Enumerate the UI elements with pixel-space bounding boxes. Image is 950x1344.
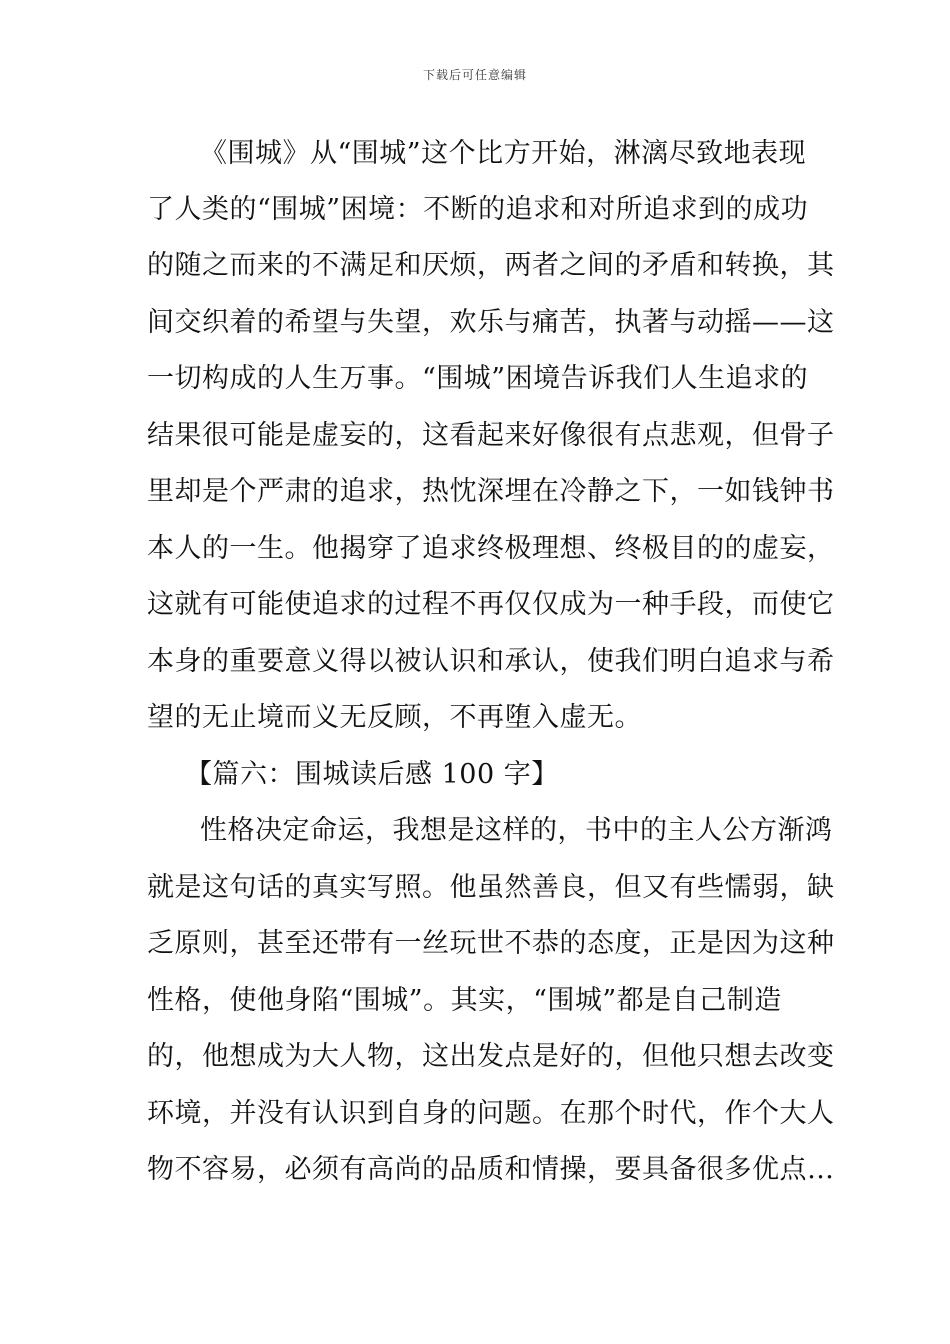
paragraph-1-line-3: 的随之而来的不满足和厌烦，两者之间的矛盾和转换，其 — [147, 250, 835, 281]
paragraph-1-line-1: 《围城》从“围城”这个比方开始，淋漓尽致地表现 — [200, 138, 807, 169]
paragraph-2-line-6: 环境，并没有认识到自身的问题。在那个时代，作个大人 — [147, 1098, 835, 1129]
paragraph-1-line-9: 这就有可能使追求的过程不再仅仅成为一种手段，而使它 — [147, 589, 835, 620]
paragraph-1-line-6: 结果很可能是虚妄的，这看起来好像很有点悲观，但骨子 — [147, 420, 835, 451]
paragraph-1-line-10: 本身的重要意义得以被认识和承认，使我们明白追求与希 — [147, 646, 835, 677]
paragraph-1-line-11: 望的无止境而义无反顾，不再堕入虚无。 — [147, 702, 642, 733]
paragraph-2-line-5: 的，他想成为大人物，这出发点是好的，但他只想去改变 — [147, 1041, 835, 1072]
paragraph-2-line-2: 就是这句话的真实写照。他虽然善良，但又有些懦弱，缺 — [147, 872, 835, 903]
paragraph-1-line-7: 里却是个严肃的追求，热忱深埋在冷静之下，一如钱钟书 — [147, 476, 835, 507]
paragraph-1-line-5: 一切构成的人生万事。“围城”困境告诉我们人生追求的 — [147, 363, 809, 394]
paragraph-1-line-2: 了人类的“围城”困境：不断的追求和对所追求到的成功 — [147, 194, 809, 225]
paragraph-1-line-4: 间交织着的希望与失望，欢乐与痛苦，执著与动摇——这 — [147, 307, 835, 338]
paragraph-2-line-1: 性格决定命运，我想是这样的，书中的主人公方渐鸿 — [200, 815, 833, 846]
paragraph-2-line-3: 乏原则，甚至还带有一丝玩世不恭的态度，正是因为这种 — [147, 928, 835, 959]
header-note: 下载后可任意编辑 — [422, 68, 527, 82]
section-heading: 【篇六：围城读后感 100 字】 — [185, 759, 559, 790]
paragraph-2-line-7: 物不容易，必须有高尚的品质和情操，要具备很多优点… — [147, 1154, 835, 1185]
paragraph-1-line-8: 本人的一生。他揭穿了追求终极理想、终极目的的虚妄， — [147, 533, 835, 564]
paragraph-2-line-4: 性格，使他身陷“围城”。其实，“围城”都是自己制造 — [147, 985, 782, 1016]
